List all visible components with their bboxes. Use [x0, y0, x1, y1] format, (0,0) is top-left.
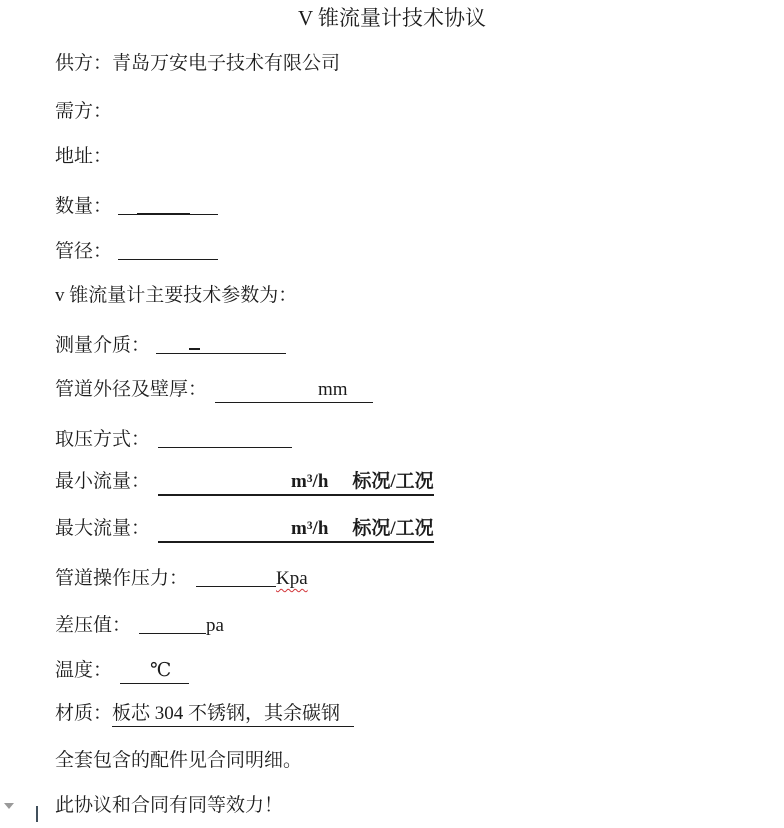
medium-label: 测量介质：	[55, 335, 151, 356]
underscore-mark	[189, 348, 200, 350]
page-title: V 锥流量计技术协议	[297, 6, 487, 30]
collapse-arrow-icon[interactable]	[4, 803, 14, 809]
material-value-underlined[interactable]	[112, 702, 354, 727]
supplier-value: 青岛万安电子技术有限公司	[112, 53, 341, 74]
operating-pressure-label: 管道操作压力：	[55, 568, 189, 589]
field-temperature	[55, 658, 189, 684]
field-address	[55, 144, 112, 170]
outer-diameter-label: 管道外径及壁厚：	[55, 379, 208, 400]
quantity-blank[interactable]	[118, 190, 218, 225]
quantity-blank-segment-bold[interactable]	[137, 193, 190, 215]
operating-pressure-blank[interactable]	[196, 566, 276, 587]
field-buyer	[55, 99, 112, 125]
buyer-label: 需方：	[55, 101, 113, 122]
min-flow-unit: m³/h	[291, 471, 329, 492]
pressure-tap-label: 取压方式：	[55, 429, 151, 450]
operating-pressure-unit: Kpa	[276, 568, 308, 589]
address-label: 地址：	[55, 146, 113, 167]
text-cursor	[36, 806, 38, 822]
differential-pressure-label: 差压值：	[55, 615, 132, 636]
pipe-diameter-label: 管径：	[55, 241, 113, 262]
differential-pressure-unit: pa	[206, 615, 224, 636]
field-differential-pressure	[55, 610, 224, 639]
validity-note: 此协议和合同有同等效力！	[55, 795, 284, 816]
min-flow-blank[interactable]	[158, 470, 434, 496]
field-max-flow	[55, 516, 434, 543]
min-flow-label: 最小流量：	[55, 471, 151, 492]
pipe-diameter-blank[interactable]	[118, 239, 218, 260]
params-heading: v 锥流量计主要技术参数为：	[55, 285, 298, 306]
differential-pressure-blank[interactable]	[139, 613, 206, 634]
quantity-blank-segment[interactable]	[190, 194, 218, 215]
temperature-blank[interactable]	[120, 659, 189, 684]
supplier-label: 供方：	[55, 53, 113, 74]
material-value: 板芯 304 不锈钢，其余碳钢	[112, 703, 341, 724]
temperature-unit: ℃	[150, 660, 172, 681]
outer-diameter-unit: mm	[318, 379, 348, 400]
quantity-blank-segment[interactable]	[118, 194, 137, 215]
quantity-label: 数量：	[55, 196, 113, 217]
medium-blank[interactable]	[156, 333, 286, 354]
outer-diameter-blank[interactable]	[215, 378, 373, 403]
field-outer-diameter	[55, 377, 373, 403]
temperature-label: 温度：	[55, 660, 113, 681]
min-flow-condition: 标况/工况	[352, 471, 434, 492]
max-flow-condition: 标况/工况	[352, 518, 434, 539]
accessories-note: 全套包含的配件见合同明细。	[55, 750, 303, 771]
field-medium	[55, 330, 286, 359]
field-operating-pressure	[55, 563, 308, 592]
field-min-flow	[55, 469, 434, 496]
max-flow-label: 最大流量：	[55, 518, 151, 539]
field-supplier	[55, 51, 340, 77]
field-pressure-tap	[55, 424, 292, 453]
field-pipe-diameter	[55, 236, 218, 265]
field-material	[55, 701, 354, 727]
max-flow-blank[interactable]	[158, 517, 434, 543]
field-quantity	[55, 190, 218, 225]
pressure-tap-blank[interactable]	[158, 427, 292, 448]
material-label: 材质：	[55, 703, 113, 724]
max-flow-unit: m³/h	[291, 518, 329, 539]
